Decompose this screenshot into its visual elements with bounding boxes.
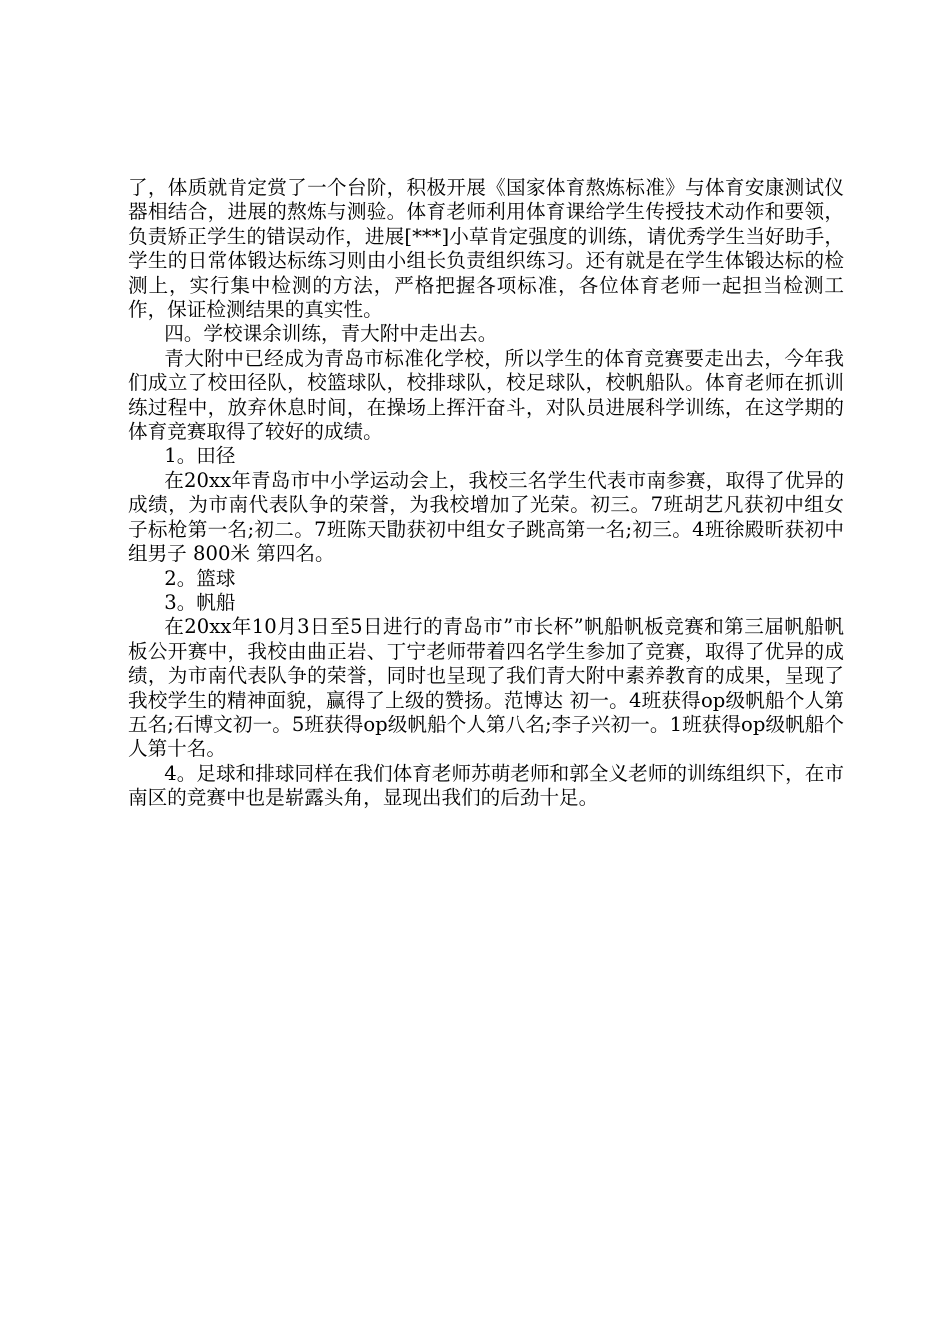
document-body	[128, 176, 844, 811]
subheading-track-and-field: 1。田径	[164, 444, 236, 468]
paragraph-football-volleyball: 4。足球和排球同样在我们体育老师苏萌老师和郭全义老师的训练组织下，在市南区的竞赛中也是崭露头角，显现出我们的后劲十足。	[128, 761, 844, 810]
subheading-sailing: 3。帆船	[164, 590, 236, 614]
paragraph-physical-fitness-testing: 了，体质就肯定赏了一个台阶，积极开展《国家体育熬炼标准》与体育安康测试仪器相结合，进展的熬炼与测验。体育老师利用体育课给学生传授技术动作和要领，负责矫正学生的错误动作，进展[***]小草肯定强度的训练，请优秀学生当好助手，学生的日常体锻达标练习则由小组长负责组织练习。还有就是在学生体锻达标的检测上，实行集中检测的方法，严格把握各项标准，各位体育老师一起担当检测工作，保证检测结果的真实性。	[128, 176, 844, 322]
subheading-basketball: 2。篮球	[164, 566, 236, 590]
heading-section-four: 四。学校课余训练，青大附中走出去。	[164, 322, 498, 346]
paragraph-sailing-results: 在20xx年10月3日至5日进行的青岛市”市长杯”帆船帆板竞赛和第三届帆船帆板公开赛中，我校由曲正岩、丁宁老师带着四名学生参加了竞赛，取得了优异的成绩，为市南代表队争的荣誉，同时也呈现了我们青大附中素养教育的成果，呈现了我校学生的精神面貌，赢得了上级的赞扬。范博达 初一。4班获得op级帆船个人第五名;石博文初一。5班获得op级帆船个人第八名;李子兴初一。1班获得op级帆船个人第十名。	[128, 615, 844, 761]
paragraph-track-and-field-results: 在20xx年青岛市中小学运动会上，我校三名学生代表市南参赛，取得了优异的成绩，为市南代表队争的荣誉，为我校增加了光荣。初三。7班胡艺凡获初中组女子标枪第一名;初二。7班陈天勖获初中组女子跳高第一名;初三。4班徐殿昕获初中组男子 800米 第四名。	[128, 468, 844, 566]
paragraph-school-teams: 青大附中已经成为青岛市标准化学校，所以学生的体育竞赛要走出去，今年我们成立了校田径队，校篮球队，校排球队，校足球队，校帆船队。体育老师在抓训练过程中，放弃休息时间，在操场上挥汗奋斗，对队员进展科学训练，在这学期的体育竞赛取得了较好的成绩。	[128, 346, 844, 444]
